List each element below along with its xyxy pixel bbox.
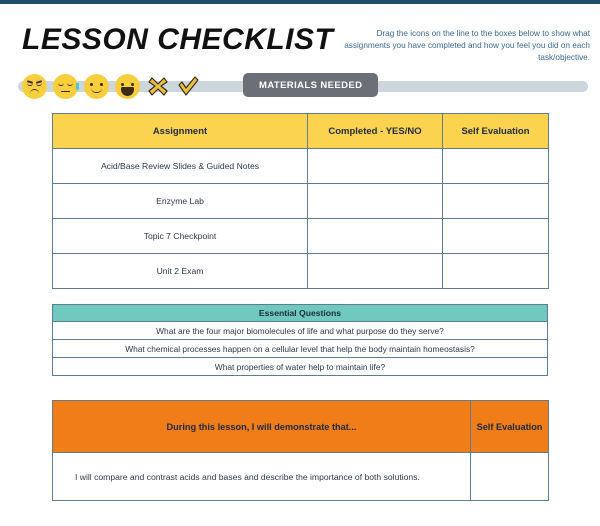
table-row xyxy=(53,149,549,184)
table-header-row xyxy=(53,305,548,322)
check-mark-icon[interactable] xyxy=(176,74,200,98)
completed-dropzone[interactable] xyxy=(308,219,443,254)
objective-text: I will compare and contrast acids and bases and describe the importance of both solutions. xyxy=(53,453,471,501)
happy-face-icon[interactable] xyxy=(115,74,140,99)
draggable-icon-row xyxy=(22,72,200,100)
column-header-objective: During this lesson, I will demonstrate that... xyxy=(53,401,471,453)
assignment-name: Acid/Base Review Slides & Guided Notes xyxy=(53,149,308,184)
column-header-assignment: Assignment xyxy=(53,114,308,149)
assignment-table xyxy=(52,113,549,289)
materials-needed-badge[interactable]: MATERIALS NEEDED xyxy=(243,73,378,97)
table-row xyxy=(53,322,548,340)
column-header-self-evaluation: Self Evaluation xyxy=(471,401,549,453)
essential-question-item: What chemical processes happen on a cellular level that help the body maintain homeostasis? xyxy=(53,340,548,358)
essential-questions-table xyxy=(52,304,548,376)
essential-questions-title: Essential Questions xyxy=(53,305,548,322)
essential-question-item: What are the four major biomolecules of life and what purpose do they serve? xyxy=(53,322,548,340)
completed-dropzone[interactable] xyxy=(308,184,443,219)
page-header xyxy=(0,4,600,66)
self-evaluation-dropzone[interactable] xyxy=(443,184,549,219)
table-row xyxy=(53,453,549,501)
assignment-name: Topic 7 Checkpoint xyxy=(53,219,308,254)
neutral-face-icon[interactable] xyxy=(84,74,109,99)
table-row xyxy=(53,219,549,254)
table-row xyxy=(53,358,548,376)
demonstrate-table xyxy=(52,400,549,501)
x-mark-icon[interactable] xyxy=(146,74,170,98)
sad-sleepy-face-icon[interactable] xyxy=(22,74,47,99)
table-row xyxy=(53,184,549,219)
instructions-text: Drag the icons on the line to the boxes below to show what assignments you have completed and how you feel you did on each task/objective. xyxy=(344,29,590,62)
table-header-row xyxy=(53,114,549,149)
self-evaluation-dropzone[interactable] xyxy=(443,254,549,289)
table-row xyxy=(53,254,549,289)
column-header-completed: Completed - YES/NO xyxy=(308,114,443,149)
table-row xyxy=(53,340,548,358)
self-evaluation-dropzone[interactable] xyxy=(471,453,549,501)
crying-face-icon[interactable] xyxy=(53,74,78,99)
essential-question-item: What properties of water help to maintain life? xyxy=(53,358,548,376)
assignment-name: Enzyme Lab xyxy=(53,184,308,219)
table-header-row xyxy=(53,401,549,453)
completed-dropzone[interactable] xyxy=(308,149,443,184)
page-title: LESSON CHECKLIST xyxy=(22,23,334,56)
column-header-self-evaluation: Self Evaluation xyxy=(443,114,549,149)
completed-dropzone[interactable] xyxy=(308,254,443,289)
assignment-name: Unit 2 Exam xyxy=(53,254,308,289)
icon-strip xyxy=(0,72,600,100)
self-evaluation-dropzone[interactable] xyxy=(443,149,549,184)
self-evaluation-dropzone[interactable] xyxy=(443,219,549,254)
